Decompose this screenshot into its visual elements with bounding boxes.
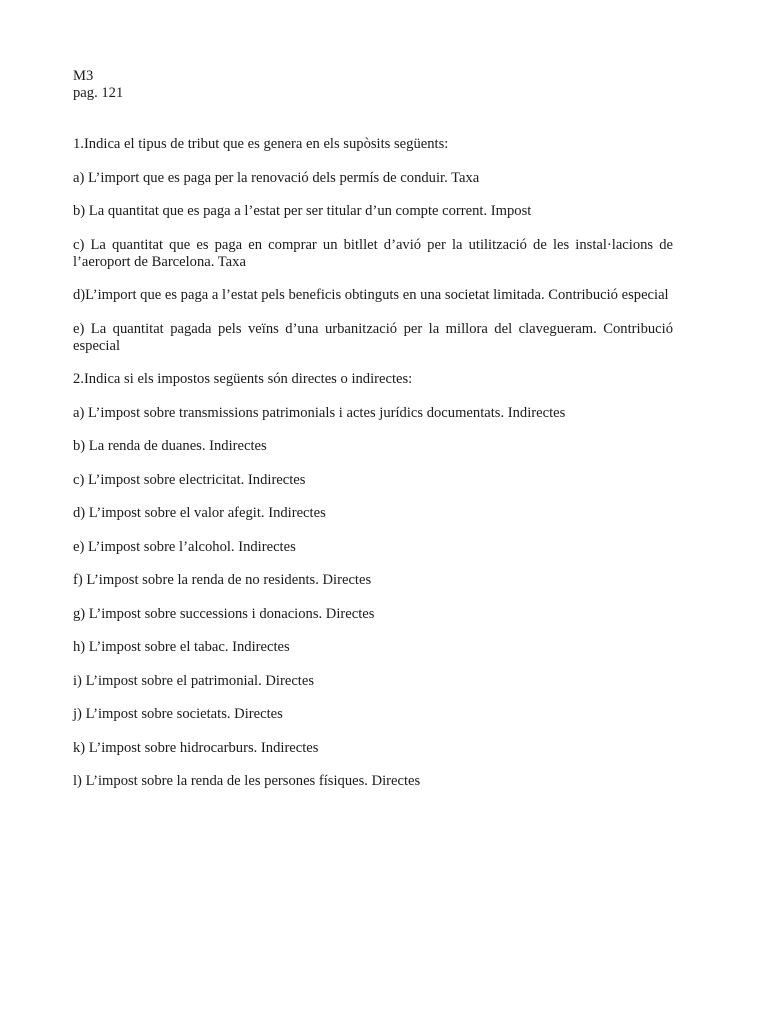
document-header [73,68,673,102]
question-2: 2.Indica si els impostos següents són directes o indirectes: [73,371,413,387]
answer-2f: f) L’impost sobre la renda de no residents. Directes [73,572,372,588]
answer-1b: b) La quantitat que es paga a l’estat per ser titular d’un compte corrent. Impost [73,203,532,219]
answer-1a: a) L’import que es paga per la renovació dels permís de conduir. Taxa [73,169,480,186]
answer-2l: l) L’impost sobre la renda de les persones físiques. Directes [73,773,421,789]
answer-2k: k) L’impost sobre hidrocarburs. Indirectes [73,739,319,756]
answer-2e: e) L’impost sobre l’alcohol. Indirectes [73,538,296,555]
answer-2b: b) La renda de duanes. Indirectes [73,438,267,454]
page-number: pag. 121 [73,85,124,101]
question-1: 1.Indica el tipus de tribut que es genera en els supòsits següents: [73,136,449,152]
answer-2d: d) L’impost sobre el valor afegit. Indirectes [73,505,326,521]
answer-2i: i) L’impost sobre el patrimonial. Directes [73,672,315,689]
answer-1d: d)L’import que es paga a l’estat pels beneficis obtinguts en una societat limitada. Contribució especial [73,287,669,303]
answer-2h: h) L’impost sobre el tabac. Indirectes [73,639,290,655]
answer-2g: g) L’impost sobre successions i donacions. Directes [73,605,375,622]
answer-2a: a) L’impost sobre transmissions patrimonials i actes jurídics documentats. Indirectes [73,404,566,421]
answer-2j: j) L’impost sobre societats. Directes [73,706,283,722]
answer-1e: e) La quantitat pagada pels veïns d’una urbanització per la millora del clavegueram. Contribució especial [73,320,673,354]
document-page [73,68,673,807]
answer-1c: c) La quantitat que es paga en comprar un bitllet d’avió per la utilització de les instal·lacions de l’aeroport de Barcelona. Taxa [73,236,673,270]
module-label: M3 [73,68,94,84]
answer-2c: c) L’impost sobre electricitat. Indirectes [73,471,306,488]
